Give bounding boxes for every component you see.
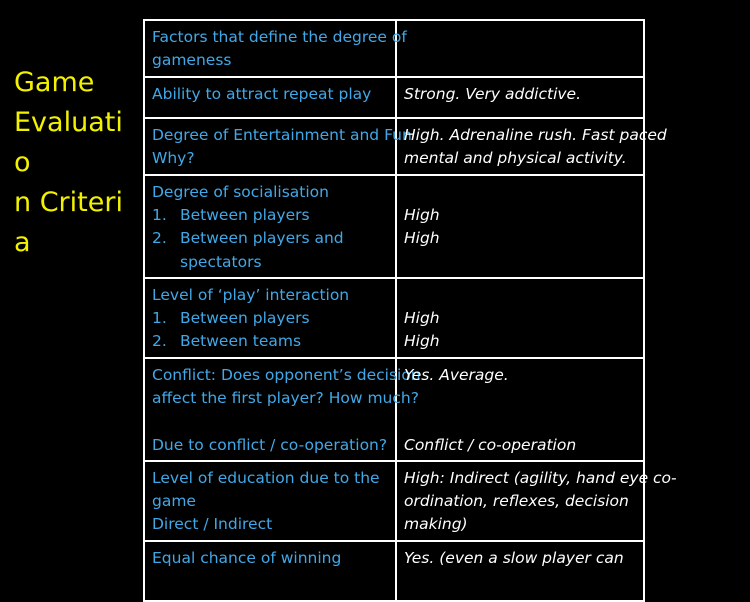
criterion-text: gameness bbox=[152, 51, 232, 70]
criterion-text: Conflict: Does opponent’s decision bbox=[152, 366, 421, 384]
table-row bbox=[144, 541, 644, 601]
criterion-text: Due to conflict / co-operation? bbox=[152, 435, 388, 454]
criterion-text: affect the first player? How much? bbox=[152, 389, 419, 408]
criterion-text: Degree of socialisation bbox=[152, 183, 329, 201]
rating-cell bbox=[396, 278, 644, 358]
rating-text: High bbox=[404, 309, 440, 328]
rating-cell bbox=[396, 77, 644, 118]
list-text: Between players and bbox=[180, 229, 344, 248]
rating-cell bbox=[396, 541, 644, 601]
criterion-text: game bbox=[152, 492, 196, 511]
criterion-text: Ability to attract repeat play bbox=[152, 85, 372, 103]
rating-cell bbox=[396, 118, 667, 175]
list-number: 2. bbox=[152, 332, 167, 351]
table-row bbox=[144, 20, 644, 77]
criterion-text: Factors that define the degree of bbox=[152, 28, 407, 46]
rating-text: Yes. Average. bbox=[404, 366, 509, 384]
criterion-text: Direct / Indirect bbox=[152, 515, 273, 534]
table-row bbox=[144, 358, 644, 461]
criterion-text: Level of ‘play’ interaction bbox=[152, 286, 350, 304]
rating-text: High bbox=[404, 332, 440, 351]
evaluation-criteria-table bbox=[143, 19, 677, 602]
criterion-text: Equal chance of winning bbox=[152, 549, 342, 567]
rating-text: mental and physical activity. bbox=[404, 149, 627, 168]
table-row bbox=[144, 278, 644, 358]
criterion-cell bbox=[144, 20, 407, 77]
rating-cell bbox=[396, 20, 644, 77]
criterion-text: Why? bbox=[152, 149, 195, 168]
list-item bbox=[152, 227, 388, 250]
table-row bbox=[144, 77, 644, 118]
list-item bbox=[152, 330, 388, 353]
list-number: 2. bbox=[152, 229, 167, 248]
rating-text: Conflict / co-operation bbox=[404, 435, 577, 454]
slide-title bbox=[14, 63, 129, 263]
criterion-cell bbox=[144, 541, 396, 601]
rating-text: Yes. (even a slow player can bbox=[404, 549, 624, 567]
table-row bbox=[144, 118, 644, 175]
criterion-cell bbox=[144, 278, 396, 358]
list-item bbox=[152, 307, 388, 330]
list-text: Between teams bbox=[180, 332, 302, 351]
criterion-cell bbox=[144, 358, 421, 461]
slide-title-line: Game bbox=[14, 67, 95, 98]
criterion-cell bbox=[144, 77, 396, 118]
rating-text: making) bbox=[404, 515, 468, 534]
rating-text: ordination, reflexes, decision bbox=[404, 492, 629, 511]
list-text: Between players bbox=[180, 206, 310, 225]
slide-title-line: Evaluatio bbox=[14, 107, 123, 178]
rating-text: High bbox=[404, 206, 440, 225]
rating-cell bbox=[396, 358, 644, 461]
rating-cell bbox=[396, 175, 644, 278]
rating-text: Strong. Very addictive. bbox=[404, 85, 582, 103]
slide-title-line: n Criteria bbox=[14, 187, 123, 258]
criterion-text: Degree of Entertainment and Fun bbox=[152, 126, 412, 144]
rating-text: High bbox=[404, 229, 440, 248]
criterion-cell bbox=[144, 461, 396, 541]
list-text: spectators bbox=[180, 252, 262, 271]
list-text: Between players bbox=[180, 309, 310, 328]
rating-text: High: Indirect (agility, hand eye co- bbox=[404, 469, 677, 487]
list-number: 1. bbox=[152, 206, 167, 225]
criterion-text: Level of education due to the bbox=[152, 469, 380, 487]
criterion-cell bbox=[144, 175, 396, 278]
table-row bbox=[144, 175, 644, 278]
rating-cell bbox=[396, 461, 677, 541]
list-number: 1. bbox=[152, 309, 167, 328]
criterion-cell bbox=[144, 118, 412, 175]
table-row bbox=[144, 461, 644, 541]
list-item bbox=[152, 204, 388, 227]
rating-text: High. Adrenaline rush. Fast paced bbox=[404, 126, 667, 144]
